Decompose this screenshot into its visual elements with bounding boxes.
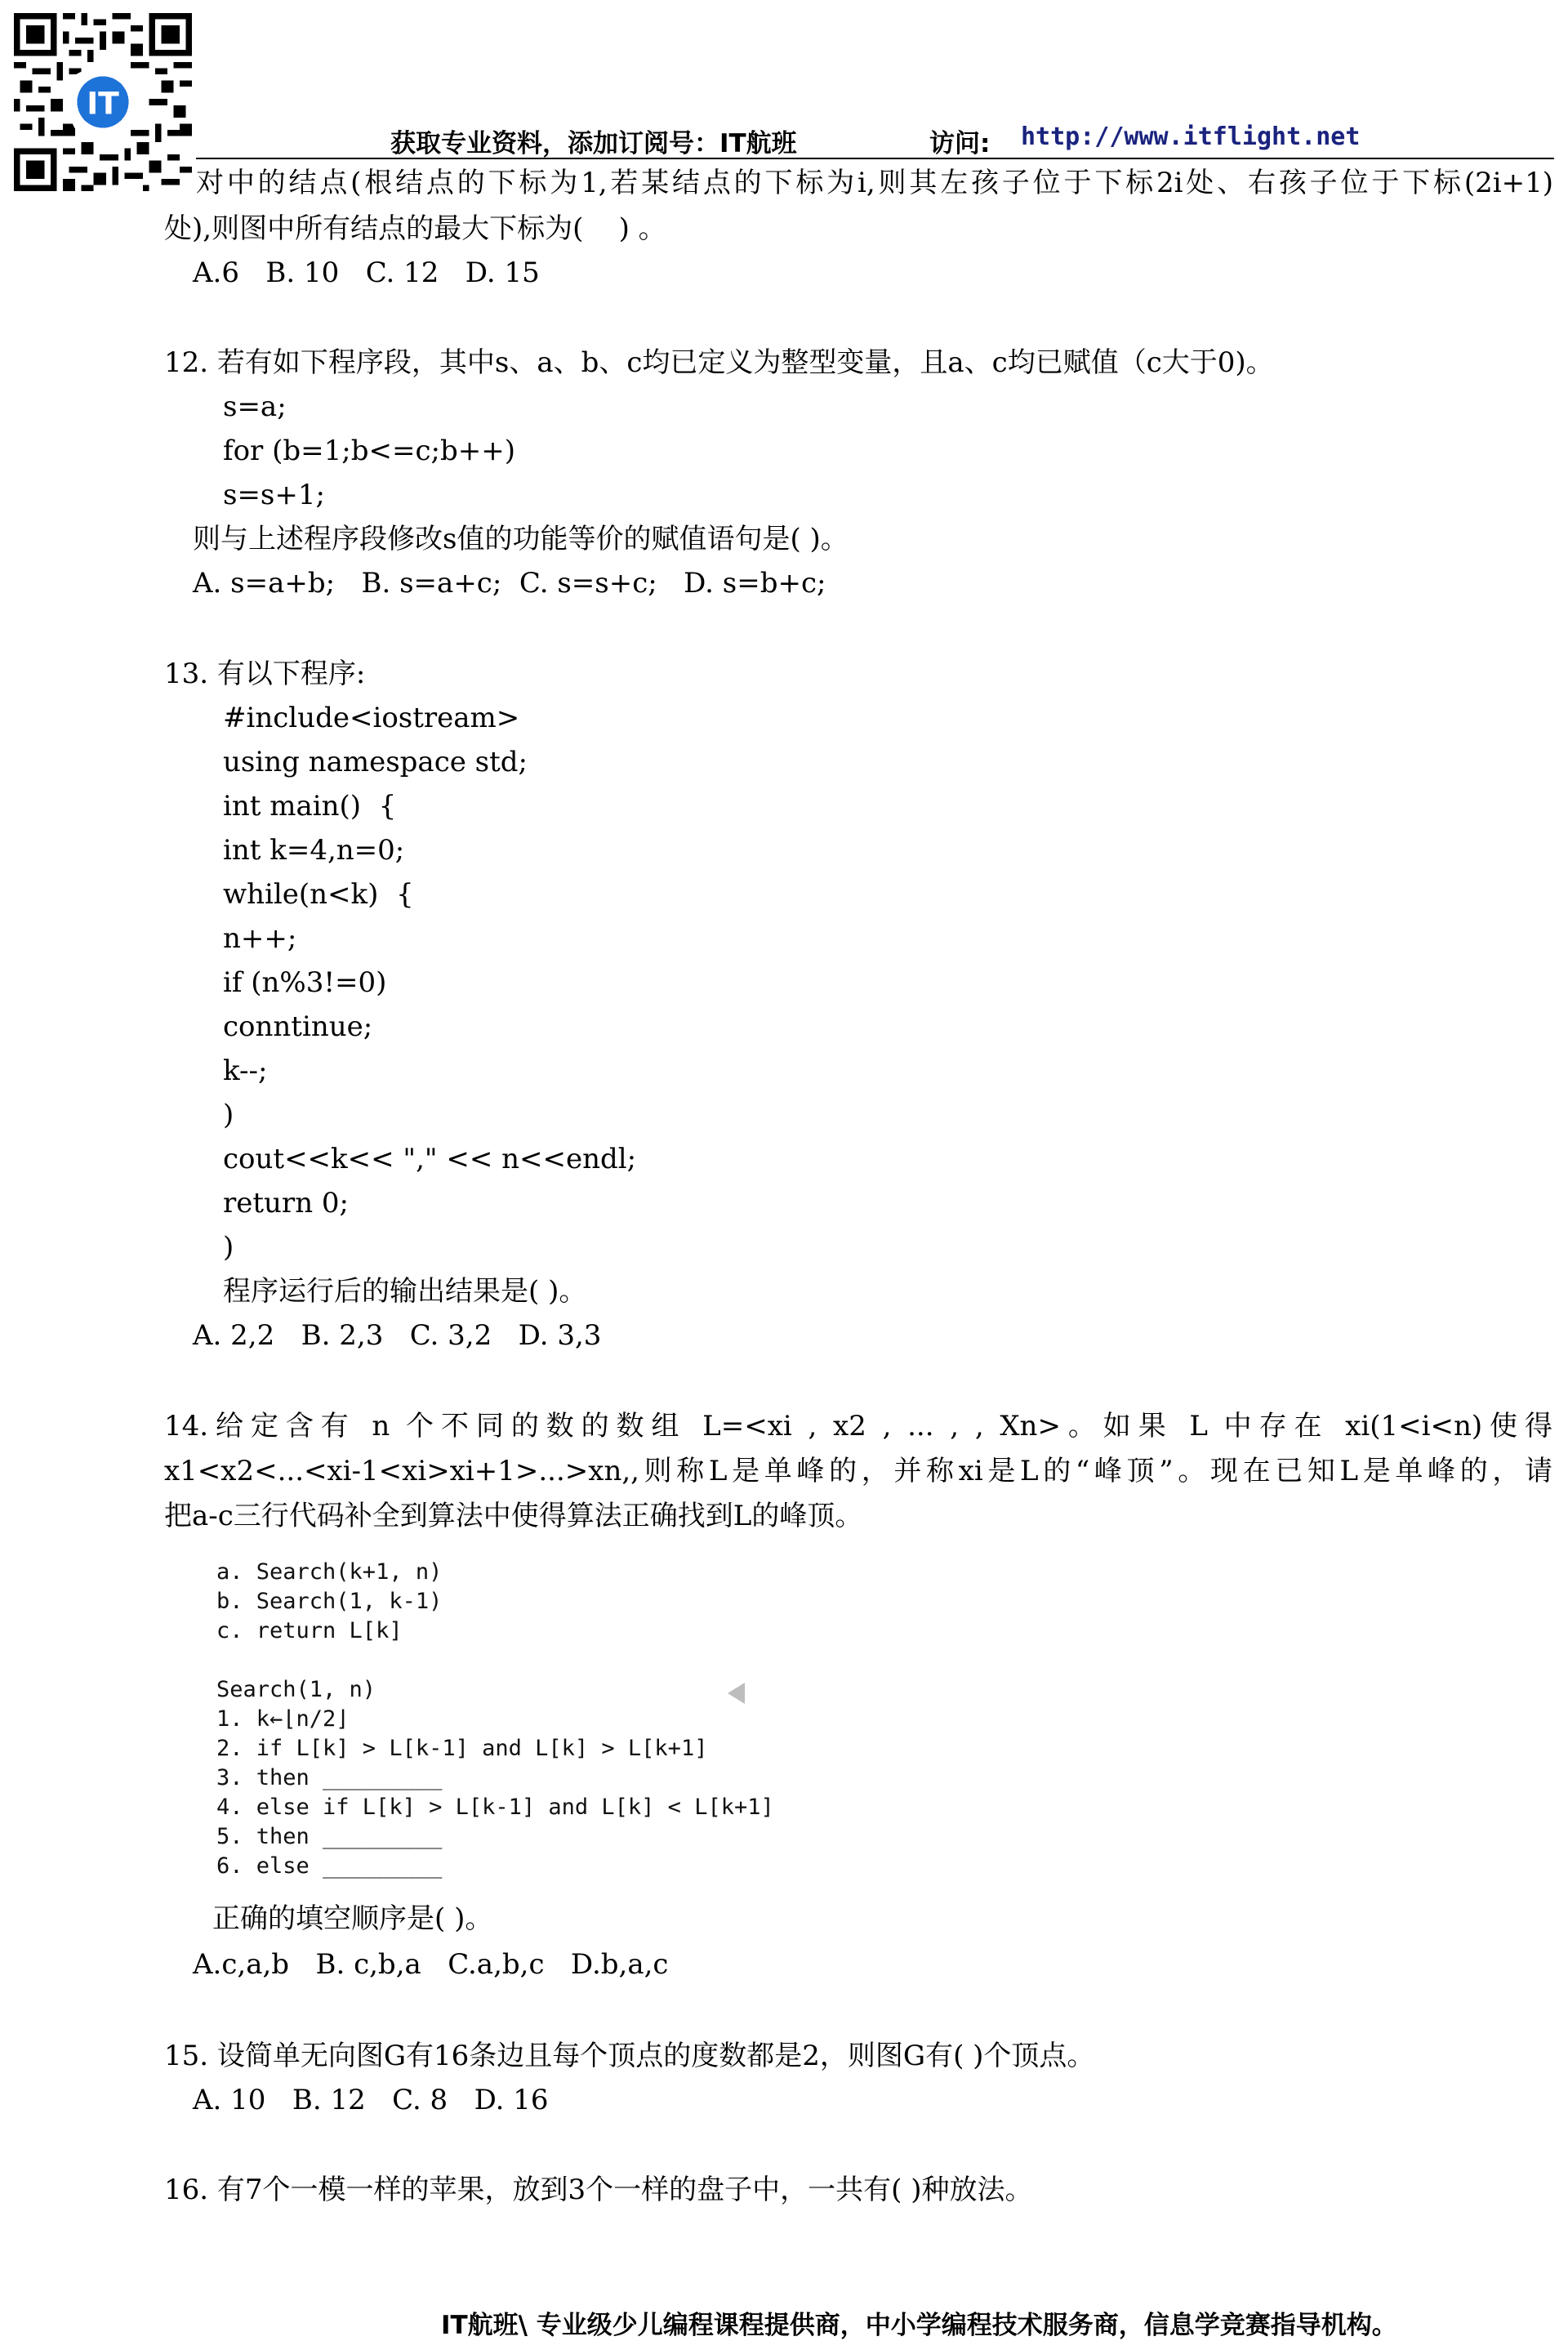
q12-code-line: s=a; xyxy=(223,390,287,423)
q14-code-line: a. Search(k+1, n) xyxy=(216,1559,443,1585)
q13-code-line: #include<iostream> xyxy=(223,702,520,734)
q13-code-line: n++; xyxy=(223,922,297,955)
q13-code-line: int main() { xyxy=(223,790,397,823)
q13-code-line: ) xyxy=(223,1099,234,1131)
q13-code-line: ) xyxy=(223,1231,234,1264)
qr-code xyxy=(14,13,192,191)
q13-code-line: cout<<k<< "," << n<<endl; xyxy=(223,1143,637,1175)
q13-code-line: int k=4,n=0; xyxy=(223,834,405,867)
play-arrow-icon xyxy=(728,1683,745,1704)
q14-code-line: c. return L[k] xyxy=(216,1618,403,1643)
q11-options: A.6 B. 10 C. 12 D. 15 xyxy=(193,256,540,289)
q13-code-line: while(n<k) { xyxy=(223,878,414,911)
q11-line1: 对中的结点(根结点的下标为1,若某结点的下标为i,则其左孩子位于下标2i处、右孩子位于下标(2i+1) xyxy=(196,167,1553,199)
q15-options: A. 10 B. 12 C. 8 D. 16 xyxy=(193,2084,549,2116)
q14-code-line: 4. else if L[k] > L[k-1] and L[k] < L[k+1] xyxy=(216,1795,774,1820)
q14-code-line: 5. then _________ xyxy=(216,1824,443,1849)
q11-line2: 处),则图中所有结点的最大下标为( ) 。 xyxy=(164,212,666,245)
q15-stem: 15. 设简单无向图G有16条边且每个顶点的度数都是2，则图G有( )个顶点。 xyxy=(164,2040,1095,2072)
q13-question: 程序运行后的输出结果是( )。 xyxy=(223,1275,587,1308)
header-url-link[interactable]: http://www.itflight.net xyxy=(1021,123,1361,151)
svg-text:IT: IT xyxy=(87,85,119,122)
q12-question: 则与上述程序段修改s值的功能等价的赋值语句是( )。 xyxy=(193,523,849,555)
header-visit-label: 访问: xyxy=(929,129,991,158)
q14-line3: 把a-c三行代码补全到算法中使得算法正确找到L的峰顶。 xyxy=(164,1500,863,1532)
q14-code-line: Search(1, n) xyxy=(216,1677,376,1702)
q14-code-line: 2. if L[k] > L[k-1] and L[k] > L[k+1] xyxy=(216,1736,708,1761)
q14-code-line: 3. then _________ xyxy=(216,1765,443,1790)
q12-stem: 12. 若有如下程序段，其中s、a、b、c均已定义为整型变量，且a、c均已赋值（c大于0)。 xyxy=(164,346,1274,379)
q12-code-line: for (b=1;b<=c;b++) xyxy=(223,435,515,467)
q13-stem: 13. 有以下程序: xyxy=(164,658,366,690)
q13-code-line: return 0; xyxy=(223,1187,349,1220)
q14-line1: 14.给定含有 n 个不同的数的数组 L=<xi , x2 , ... , , Xn>。如果 L 中存在 xi(1<i<n)使得 xyxy=(164,1410,1552,1443)
q13-code-line: conntinue; xyxy=(223,1010,373,1043)
q14-options: A.c,a,b B. c,b,a C.a,b,c D.b,a,c xyxy=(193,1948,669,1981)
q13-code-line: using namespace std; xyxy=(223,746,528,778)
q13-code-line: k--; xyxy=(223,1055,268,1087)
q14-code-line: 1. k←⌊n/2⌋ xyxy=(216,1706,350,1732)
q14-code-line: 6. else _________ xyxy=(216,1853,443,1879)
q16-stem: 16. 有7个一模一样的苹果，放到3个一样的盘子中，一共有( )种放法。 xyxy=(164,2174,1033,2206)
header-divider xyxy=(196,158,1554,159)
q14-code-line: b. Search(1, k-1) xyxy=(216,1589,443,1614)
q13-options: A. 2,2 B. 2,3 C. 3,2 D. 3,3 xyxy=(193,1319,602,1352)
q14-question: 正确的填空顺序是( )。 xyxy=(212,1902,493,1935)
q14-line2: x1<x2<...<xi-1<xi>xi+1>...>xn,,则称L是单峰的，并称xi是L的“峰顶”。现在已知L是单峰的，请 xyxy=(164,1455,1552,1487)
header-subscribe: 获取专业资料，添加订阅号：IT航班 xyxy=(390,129,797,158)
q13-code-line: if (n%3!=0) xyxy=(223,966,387,999)
q12-options: A. s=a+b; B. s=a+c; C. s=s+c; D. s=b+c; xyxy=(193,567,826,600)
footer-tagline: IT航班\ 专业级少儿编程课程提供商，中小学编程技术服务商，信息学竞赛指导机构。 xyxy=(441,2311,1397,2340)
q12-code-line: s=s+1; xyxy=(223,479,325,511)
